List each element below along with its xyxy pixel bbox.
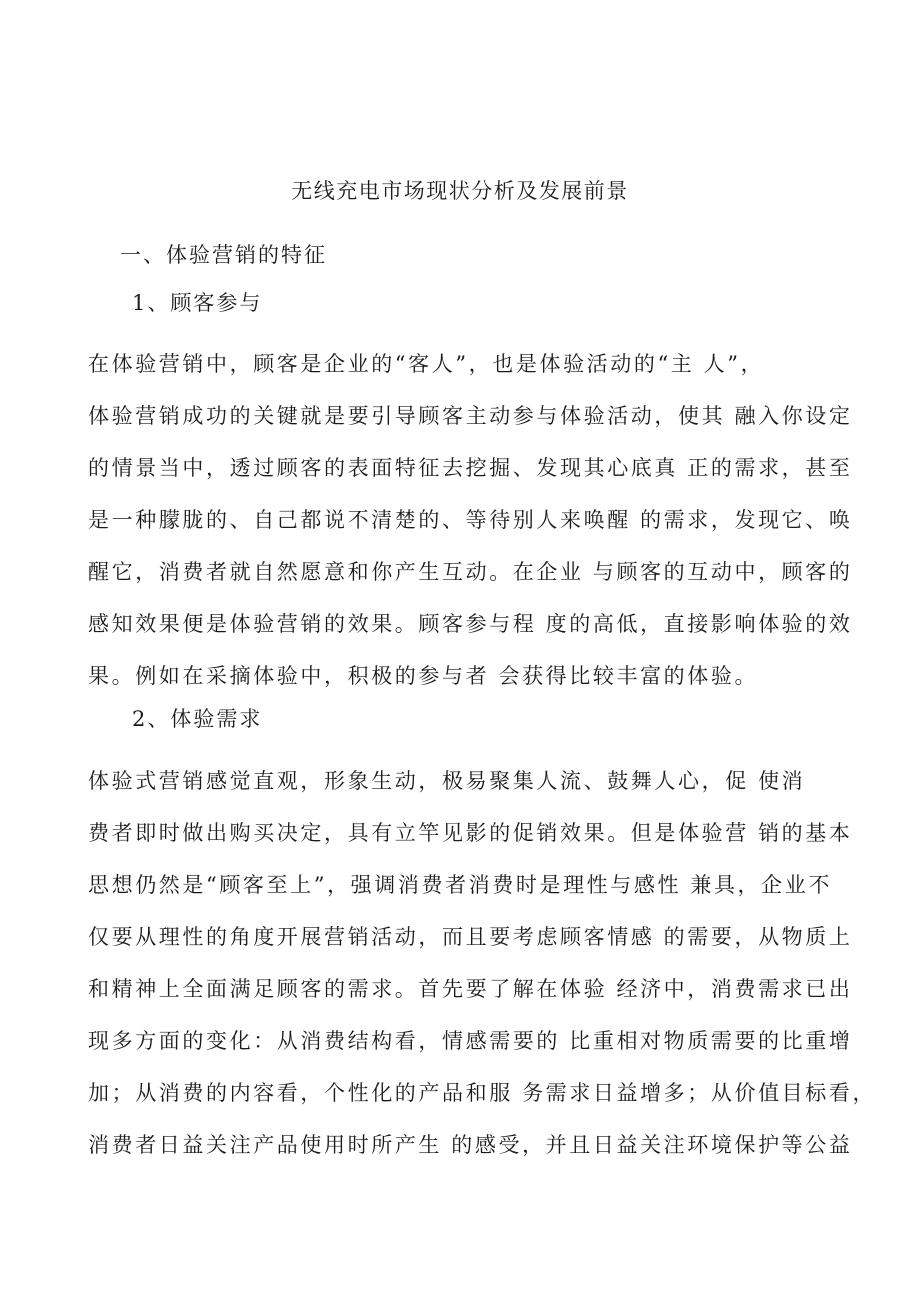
- subsection-heading-customer-participation: 1、顾客参与: [132, 291, 263, 315]
- paragraph-line: 现多方面的变化：从消费结构看，情感需要的 比重相对物质需要的比重增: [88, 1029, 853, 1053]
- paragraph-line: 果。例如在采摘体验中，积极的参与者 会获得比较丰富的体验。: [88, 664, 759, 688]
- paragraph-line: 思想仍然是“顾客至上”，强调消费者消费时是理性与感性 兼具，企业不: [88, 873, 832, 897]
- paragraph-line: 消费者日益关注产品使用时所产生 的感受，并且日益关注环境保护等公益: [88, 1133, 853, 1157]
- paragraph-line: 在体验营销中，顾客是企业的“客人”，也是体验活动的“主 人”，: [88, 352, 765, 376]
- paragraph-line: 的情景当中，透过顾客的表面特征去挖掘、发现其心底真 正的需求，甚至: [88, 456, 853, 480]
- subsection-heading-experience-demand: 2、体验需求: [132, 707, 263, 731]
- paragraph-experience-demand: [88, 755, 877, 1171]
- section-heading: 一、体验营销的特征: [120, 243, 327, 267]
- paragraph-line: 仅要从理性的角度开展营销活动，而且要考虑顾客情感 的需要，从物质上: [88, 925, 853, 949]
- paragraph-line: 体验营销成功的关键就是要引导顾客主动参与体验活动，使其 融入你设定: [88, 404, 853, 428]
- paragraph-line: 是一种朦胧的、自己都说不清楚的、等待别人来唤醒 的需求，发现它、唤: [88, 508, 853, 532]
- document-title: 无线充电市场现状分析及发展前景: [291, 179, 629, 203]
- paragraph-line: 感知效果便是体验营销的效果。顾客参与程 度的高低，直接影响体验的效: [88, 612, 853, 636]
- paragraph-line: 醒它，消费者就自然愿意和你产生互动。在企业 与顾客的互动中，顾客的: [88, 560, 853, 584]
- paragraph-customer-participation: [88, 338, 853, 702]
- paragraph-line: 和精神上全面满足顾客的需求。首先要了解在体验 经济中，消费需求已出: [88, 977, 853, 1001]
- paragraph-line: 费者即时做出购买决定，具有立竿见影的促销效果。但是体验营 销的基本: [88, 821, 853, 845]
- paragraph-line: 体验式营销感觉直观，形象生动，极易聚集人流、鼓舞人心，促 使消: [88, 769, 806, 793]
- paragraph-line: 加；从消费的内容看，个性化的产品和服 务需求日益增多；从价值目标看，: [88, 1081, 877, 1105]
